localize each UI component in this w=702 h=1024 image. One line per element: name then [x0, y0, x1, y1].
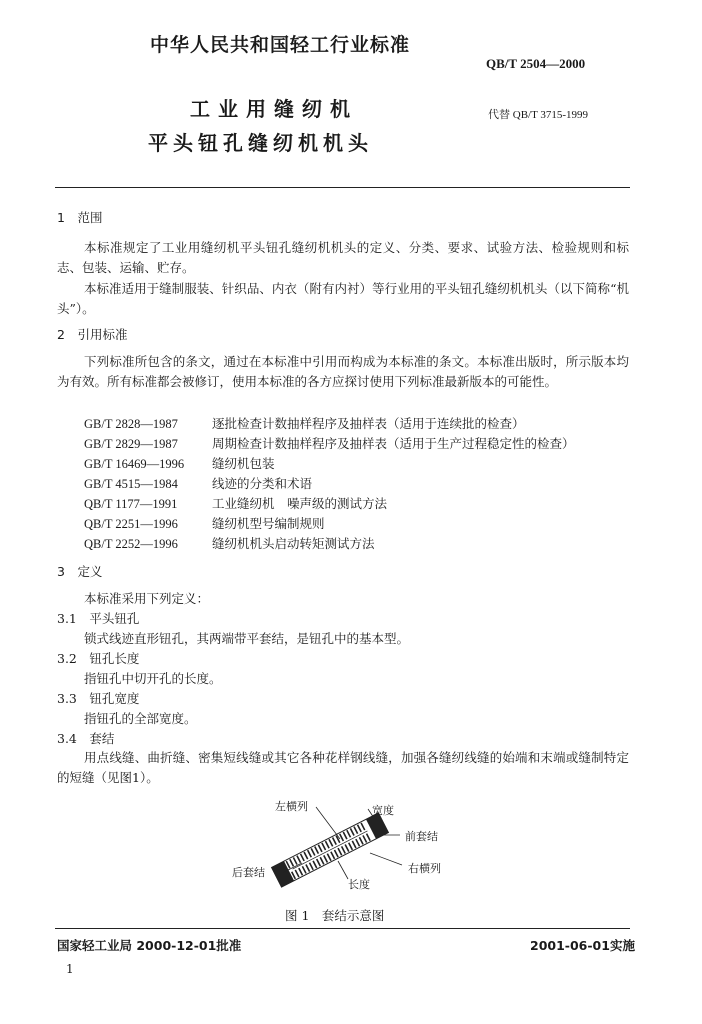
figure-caption: 图 1 套结示意图	[285, 908, 385, 923]
section-2-paragraph: 下列标准所包含的条文，通过在本标准中引用而构成为本标准的条文。本标准出版时，所示版本均为有效。所有标准都会被修订，使用本标准的各方应探讨使用下列标准最新版本的可能性。	[57, 354, 629, 389]
effective-date: 2001-06-01实施	[530, 938, 635, 953]
reference-title: 缝纫机机头启动转矩测试方法	[212, 536, 375, 551]
cut-line	[293, 831, 368, 869]
definition-3-2-heading: 3.2 钮孔长度	[57, 651, 140, 666]
figure-label-front-tack: 前套结	[405, 830, 438, 843]
reference-item	[84, 414, 525, 432]
definition-3-1-heading: 3.1 平头钮孔	[57, 611, 140, 626]
left-row-stitches	[286, 823, 364, 868]
reference-item	[84, 514, 325, 532]
figure-label-right-row: 右横列	[408, 862, 441, 875]
page-number: 1	[66, 962, 74, 976]
reference-item	[84, 494, 387, 512]
reference-item	[84, 534, 375, 552]
reference-code: QB/T 1177—1991	[84, 497, 178, 511]
reference-title: 周期检查计数抽样程序及抽样表（适用于生产过程稳定性的检查）	[212, 436, 575, 451]
section-2-heading: 2 引用标准	[57, 327, 128, 342]
reference-code: GB/T 4515—1984	[84, 477, 178, 491]
reference-title: 线迹的分类和术语	[212, 476, 313, 491]
standard-number: QB/T 2504—2000	[486, 56, 586, 71]
document-title-line1: 工业用缝纫机	[190, 97, 358, 121]
section-1-paragraph-1: 本标准规定了工业用缝纫机平头钮孔缝纫机机头的定义、分类、要求、试验方法、检验规则和标志、包装、运输、贮存。	[57, 240, 629, 275]
industry-standard-heading: 中华人民共和国轻工行业标准	[150, 34, 411, 56]
reference-code: QB/T 2251—1996	[84, 517, 178, 531]
definition-3-1-text: 锁式线迹直形钮孔，其两端带平套结，是钮孔中的基本型。	[84, 631, 410, 646]
tack-diagram	[230, 795, 450, 895]
definition-3-4-heading: 3.4 套结	[57, 731, 115, 746]
definition-3-2-text: 指钮孔中切开孔的长度。	[84, 671, 222, 686]
header-divider	[55, 187, 630, 188]
reference-title: 逐批检查计数抽样程序及抽样表（适用于连续批的检查）	[212, 416, 525, 431]
reference-title: 缝纫机型号编制规则	[212, 516, 325, 531]
reference-code: GB/T 2829—1987	[84, 437, 178, 451]
definition-3-4-text: 用点线缝、曲折缝、密集短线缝或其它各种花样钢线缝，加强各缝纫线缝的始端和末端或缝制特定的短缝（见图1）。	[57, 750, 629, 785]
figure-label-rear-tack: 后套结	[232, 866, 265, 879]
reference-code: GB/T 2828—1987	[84, 417, 178, 431]
right-row-stitches	[292, 834, 370, 879]
issue-statement: 国家轻工业局 2000-12-01批准	[57, 938, 242, 953]
reference-title: 缝纫机包装	[212, 456, 275, 471]
figure-label-width: 宽度	[372, 804, 394, 817]
replaces-standard: 代替 QB/T 3715-1999	[488, 109, 589, 121]
reference-title: 工业缝纫机 噪声级的测试方法	[212, 496, 388, 511]
reference-item	[84, 434, 575, 452]
reference-code: QB/T 2252—1996	[84, 537, 178, 551]
footer-divider	[55, 928, 630, 929]
section-1-heading: 1 范围	[57, 210, 103, 225]
section-1-paragraph-2: 本标准适用于缝制服装、针织品、内衣（附有内衬）等行业用的平头钮孔缝纫机机头（以下简称“机头”）。	[57, 281, 629, 316]
figure-label-length: 长度	[348, 878, 370, 891]
reference-code: GB/T 16469—1996	[84, 457, 185, 471]
reference-item	[84, 474, 312, 492]
definitions-intro: 本标准采用下列定义：	[84, 591, 210, 606]
definition-3-3-heading: 3.3 钮孔宽度	[57, 691, 140, 706]
document-title-line2: 平头钮孔缝纫机机头	[148, 131, 373, 155]
section-3-heading: 3 定义	[57, 564, 103, 579]
figure-label-left-row: 左横列	[275, 800, 308, 813]
reference-item	[84, 454, 275, 472]
definition-3-3-text: 指钮孔的全部宽度。	[84, 711, 197, 726]
